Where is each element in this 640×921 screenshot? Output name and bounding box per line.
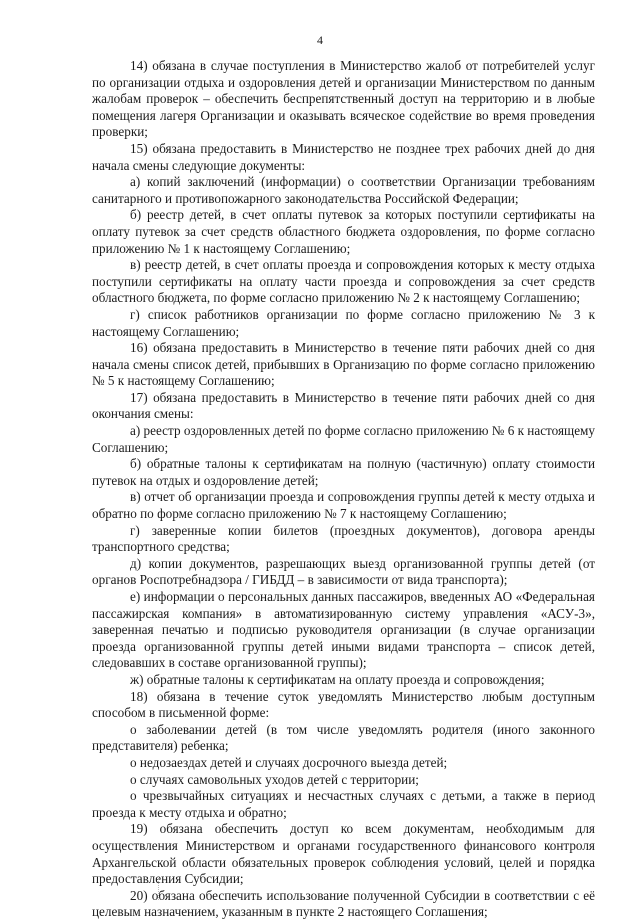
paragraph-item-17d: д) копии документов, разрешающих выезд организованной группы детей (от органов Роспотребнадзора / ГИБДД – в зависимости от вида транспорта); <box>92 555 595 588</box>
paragraph-item-17zh: ж) обратные талоны к сертификатам на оплату проезда и сопровождения; <box>130 671 545 687</box>
paragraph-item-18-emergencies: о чрезвычайных ситуациях и несчастных случаях с детьми, а также в период проезда к месту отдыха и обратно; <box>92 788 595 820</box>
paragraph-item-18: 18) обязана в течение суток уведомлять Министерство любым доступным способом в письменной форме: <box>92 688 595 721</box>
paragraph-item-17v: в) отчет об организации проезда и сопровождения группы детей к месту отдыха и обратно по форме согласно приложению № 7 к настоящему Соглашению; <box>92 489 595 522</box>
paragraph-item-18-early-departure: о недозаездах детей и случаях досрочного выезда детей; <box>130 754 448 770</box>
page-number: 4 <box>317 33 323 47</box>
paragraph-item-19: 19) обязана обеспечить доступ ко всем документам, необходимым для осуществления Министерством и органами государственного финансового контроля Архангельской области обязательных проверок соблюдения условий, целей и порядка предоставления Субсидии; <box>92 821 595 887</box>
paragraph-item-16: 16) обязана предоставить в Министерство в течение пяти рабочих дней со дня начала смены список детей, прибывших в Организацию по форме согласно приложению № 5 к настоящему Соглашению; <box>92 340 595 389</box>
paragraph-item-17: 17) обязана предоставить в Министерство в течение пяти рабочих дней со дня окончания смены: <box>92 389 595 422</box>
paragraph-item-15b: б) реестр детей, в счет оплаты путевок за которых поступили сертификаты на оплату путевок за счет средств областного бюджета оздоровления, по форме согласно приложению № 1 к настоящему Соглашению; <box>92 207 595 256</box>
paragraph-item-15a: а) копий заключений (информации) о соответствии Организации требованиям санитарного и противопожарного законодательства Российской Федерации; <box>92 174 595 206</box>
paragraph-item-18-illness: о заболевании детей (в том числе уведомлять родителя (иного законного представителя) ребенка; <box>92 721 595 754</box>
scan-artifact <box>158 878 160 900</box>
paragraph-item-17g: г) заверенные копии билетов (проездных документов), договора аренды транспортного средства; <box>92 522 595 555</box>
paragraph-item-15: 15) обязана предоставить в Министерство не позднее трех рабочих дней до дня начала смены следующие документы: <box>92 140 595 173</box>
paragraph-item-17a: а) реестр оздоровленных детей по форме согласно приложению № 6 к настоящему Соглашению; <box>92 423 595 455</box>
document-body <box>92 58 595 921</box>
paragraph-item-18-unauthorized-leave: о случаях самовольных уходов детей с территории; <box>130 771 419 787</box>
paragraph-item-17b: б) обратные талоны к сертификатам на полную (частичную) оплату стоимости путевок на отдых и оздоровление детей; <box>92 456 595 488</box>
paragraph-item-15g: г) список работников организации по форме согласно приложению № 3 к настоящему Соглашению; <box>92 306 595 339</box>
paragraph-item-20: 20) обязана обеспечить использование полученной Субсидии в соответствии с её целевым назначением, указанным в пункте 2 настоящего Соглашения; <box>92 887 595 920</box>
paragraph-item-15v: в) реестр детей, в счет оплаты проезда и сопровождения которых к месту отдыха поступили сертификаты на оплату части проезда и сопровождения за счет средств областного бюджета, по форме согласно приложению № 2 к настоящему Соглашению; <box>92 257 595 306</box>
paragraph-item-14: 14) обязана в случае поступления в Министерство жалоб от потребителей услуг по организации отдыха и оздоровления детей и организации Министерством по данным жалобам проверок – обеспечить беспрепятственный доступ на территорию и в любые помещения лагеря Организации и оказывать всяческое содействие во время проведения проверки; <box>92 58 595 140</box>
paragraph-item-17e: е) информации о персональных данных пассажиров, введенных АО «Федеральная пассажирская компания» в автоматизированную систему управления «АСУ-3», заверенная печатью и подписью руководителя организации (в случае организации проезда организованной группы детей иными видами транспорта – список детей, следовавших в составе организованной группы); <box>92 589 595 671</box>
